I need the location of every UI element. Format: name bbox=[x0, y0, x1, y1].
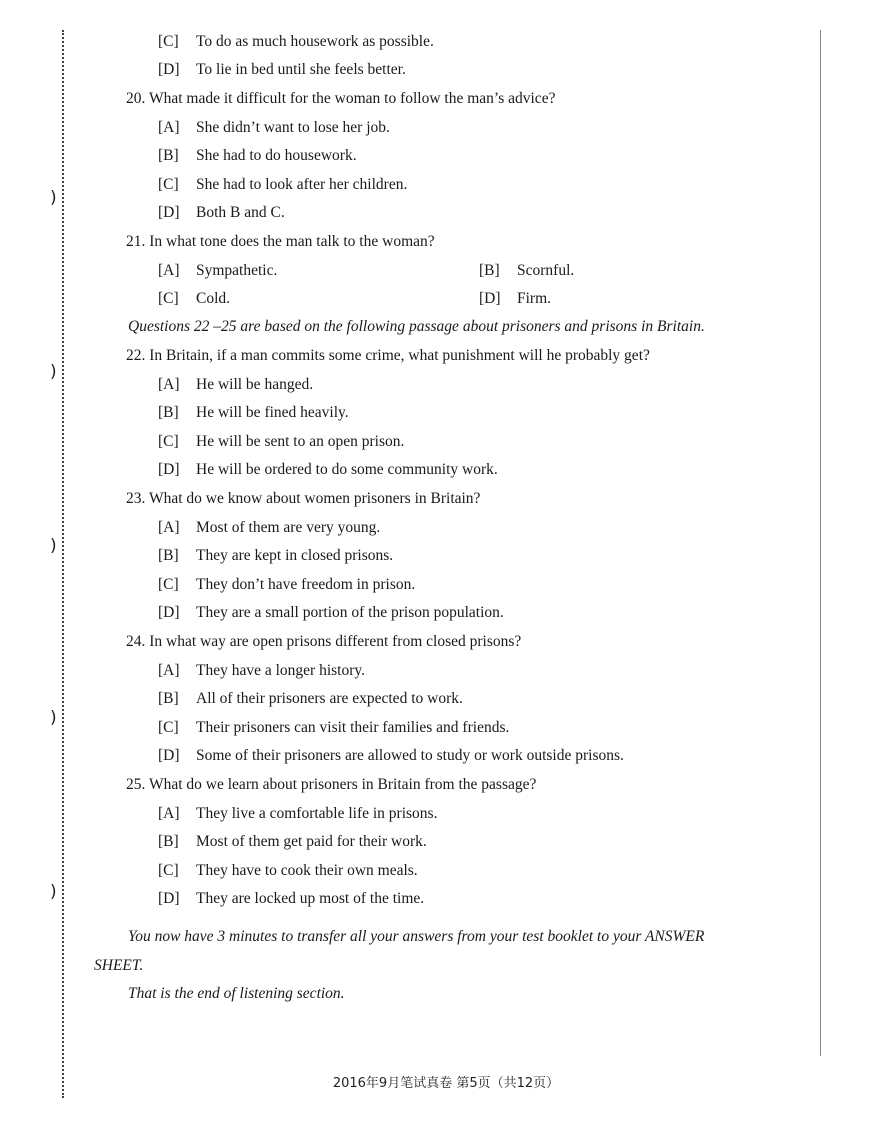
binding-mark: ) bbox=[50, 708, 57, 728]
option-text: He will be hanged. bbox=[196, 376, 314, 393]
question-number: 25. bbox=[126, 776, 146, 793]
closing-line-2: SHEET. bbox=[94, 957, 144, 974]
closing-line-3: That is the end of listening section. bbox=[128, 985, 345, 1002]
option-text: Scornful. bbox=[517, 262, 575, 279]
option-text: They have to cook their own meals. bbox=[196, 862, 418, 879]
binding-mark: ) bbox=[50, 362, 57, 382]
binding-mark: ) bbox=[50, 188, 57, 208]
option-24-d bbox=[158, 747, 624, 765]
option-24-a bbox=[158, 662, 365, 680]
binding-mark: ) bbox=[50, 882, 57, 902]
option-text: He will be ordered to do some community work. bbox=[196, 461, 498, 478]
option-tag: [C] bbox=[158, 433, 179, 450]
option-20-a bbox=[158, 119, 390, 137]
question-number: 21. bbox=[126, 233, 146, 250]
option-text: To do as much housework as possible. bbox=[196, 33, 434, 50]
option-tag: [D] bbox=[158, 461, 180, 478]
section-note: Questions 22 –25 are based on the following passage about prisoners and prisons in Britain. bbox=[128, 318, 705, 335]
option-text: They are locked up most of the time. bbox=[196, 890, 425, 907]
option-text: They live a comfortable life in prisons. bbox=[196, 805, 438, 822]
option-text: They are kept in closed prisons. bbox=[196, 547, 394, 564]
option-23-b bbox=[158, 547, 393, 565]
option-text: To lie in bed until she feels better. bbox=[196, 61, 406, 78]
option-text: Most of them are very young. bbox=[196, 519, 381, 536]
question-text: What do we learn about prisoners in Britain from the passage? bbox=[148, 776, 537, 793]
option-tag: [C] bbox=[158, 176, 179, 193]
option-tag: [D] bbox=[158, 747, 180, 764]
question-number: 23. bbox=[126, 490, 146, 507]
question-24 bbox=[126, 633, 521, 651]
option-text: All of their prisoners are expected to work. bbox=[196, 690, 463, 707]
option-21-b bbox=[479, 262, 574, 280]
option-20-c bbox=[158, 176, 407, 194]
option-25-b bbox=[158, 833, 427, 851]
option-tag: [D] bbox=[158, 61, 180, 78]
option-tag: [B] bbox=[158, 690, 179, 707]
option-22-c bbox=[158, 433, 404, 451]
question-number: 22. bbox=[126, 347, 146, 364]
option-text: Their prisoners can visit their families and friends. bbox=[196, 719, 510, 736]
option-tag: [A] bbox=[158, 119, 180, 136]
option-19-c bbox=[158, 33, 434, 51]
option-tag: [A] bbox=[158, 519, 180, 536]
option-22-a bbox=[158, 376, 313, 394]
option-tag: [D] bbox=[158, 604, 180, 621]
option-text: Both B and C. bbox=[196, 204, 285, 221]
question-25 bbox=[126, 776, 536, 794]
option-23-c bbox=[158, 576, 415, 594]
option-tag: [A] bbox=[158, 376, 180, 393]
option-25-d bbox=[158, 890, 424, 908]
question-text: What made it difficult for the woman to follow the man’s advice? bbox=[148, 90, 556, 107]
option-tag: [C] bbox=[158, 862, 179, 879]
option-text: Most of them get paid for their work. bbox=[196, 833, 427, 850]
option-21-a bbox=[158, 262, 277, 280]
option-tag: [A] bbox=[158, 262, 180, 279]
option-text: Some of their prisoners are allowed to study or work outside prisons. bbox=[196, 747, 624, 764]
option-20-b bbox=[158, 147, 357, 165]
option-20-d bbox=[158, 204, 285, 222]
option-tag: [A] bbox=[158, 805, 180, 822]
closing-line-1: You now have 3 minutes to transfer all your answers from your test booklet to your ANSWER bbox=[128, 928, 705, 945]
question-text: In what way are open prisons different from closed prisons? bbox=[149, 633, 522, 650]
option-21-c bbox=[158, 290, 230, 308]
option-text: They have a longer history. bbox=[196, 662, 366, 679]
option-text: Cold. bbox=[196, 290, 231, 307]
question-number: 20. bbox=[126, 90, 146, 107]
right-margin-rule bbox=[820, 30, 821, 1056]
option-21-d bbox=[479, 290, 551, 308]
binding-dotted-line bbox=[62, 30, 64, 1098]
binding-mark: ) bbox=[50, 536, 57, 556]
option-tag: [C] bbox=[158, 33, 179, 50]
option-tag: [B] bbox=[479, 262, 500, 279]
option-text: She had to look after her children. bbox=[196, 176, 408, 193]
option-text: They don’t have freedom in prison. bbox=[196, 576, 416, 593]
option-22-d bbox=[158, 461, 498, 479]
question-text: What do we know about women prisoners in Britain? bbox=[148, 490, 481, 507]
option-24-b bbox=[158, 690, 463, 708]
question-number: 24. bbox=[126, 633, 146, 650]
option-text: He will be fined heavily. bbox=[196, 404, 349, 421]
page-footer: 2016年9月笔试真卷 第5页（共12页） bbox=[332, 1076, 560, 1091]
option-19-d bbox=[158, 61, 406, 79]
option-tag: [B] bbox=[158, 147, 179, 164]
option-tag: [B] bbox=[158, 833, 179, 850]
option-tag: [C] bbox=[158, 290, 179, 307]
option-text: Sympathetic. bbox=[196, 262, 278, 279]
option-25-a bbox=[158, 805, 437, 823]
option-tag: [B] bbox=[158, 404, 179, 421]
question-text: In Britain, if a man commits some crime, what punishment will he probably get? bbox=[149, 347, 650, 364]
option-tag: [D] bbox=[158, 890, 180, 907]
option-text: She didn’t want to lose her job. bbox=[196, 119, 390, 136]
question-21 bbox=[126, 233, 435, 251]
option-23-a bbox=[158, 519, 380, 537]
question-20 bbox=[126, 90, 555, 108]
option-23-d bbox=[158, 604, 504, 622]
option-text: He will be sent to an open prison. bbox=[196, 433, 405, 450]
option-text: She had to do housework. bbox=[196, 147, 357, 164]
option-text: Firm. bbox=[517, 290, 552, 307]
option-tag: [D] bbox=[479, 290, 501, 307]
option-24-c bbox=[158, 719, 509, 737]
question-23 bbox=[126, 490, 480, 508]
question-22 bbox=[126, 347, 650, 365]
option-tag: [D] bbox=[158, 204, 180, 221]
option-tag: [C] bbox=[158, 576, 179, 593]
option-25-c bbox=[158, 862, 418, 880]
option-22-b bbox=[158, 404, 349, 422]
option-tag: [B] bbox=[158, 547, 179, 564]
option-tag: [C] bbox=[158, 719, 179, 736]
option-tag: [A] bbox=[158, 662, 180, 679]
question-text: In what tone does the man talk to the woman? bbox=[149, 233, 435, 250]
option-text: They are a small portion of the prison population. bbox=[196, 604, 504, 621]
